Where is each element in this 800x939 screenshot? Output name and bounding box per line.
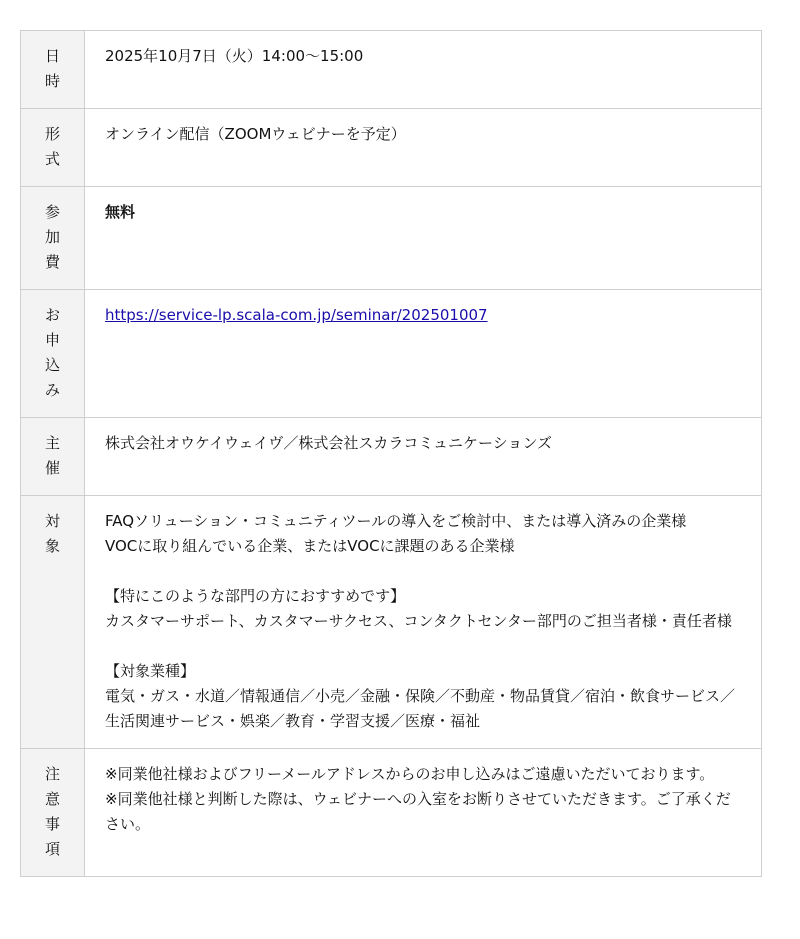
notes-text: ※同業他社様およびフリーメールアドレスからのお申し込みはご遠慮いただいております。 ※同業他社様と判断した際は、ウェビナーへの入室をお断りさせていただきます。ご了承ください。 [105, 765, 731, 833]
row-label-datetime: 日時 [21, 31, 85, 109]
row-value-organizer [85, 418, 762, 496]
organizer-text: 株式会社オウケイウェイヴ／株式会社スカラコミュニケーションズ [105, 434, 553, 452]
row-label-organizer: 主催 [21, 418, 85, 496]
table-row-application [21, 290, 762, 418]
application-link[interactable]: https://service-lp.scala-com.jp/seminar/202501007 [105, 306, 488, 324]
table-row-notes [21, 749, 762, 877]
table-row-fee [21, 187, 762, 290]
table-row-format [21, 109, 762, 187]
table-row-organizer [21, 418, 762, 496]
row-value-target [85, 496, 762, 749]
row-label-target: 対象 [21, 496, 85, 749]
seminar-info-table [20, 30, 762, 877]
row-value-application [85, 290, 762, 418]
row-label-fee: 参加費 [21, 187, 85, 290]
table-row-target [21, 496, 762, 749]
format-text: オンライン配信（ZOOMウェビナーを予定） [105, 125, 406, 143]
row-value-datetime [85, 31, 762, 109]
row-value-notes [85, 749, 762, 877]
row-value-fee [85, 187, 762, 290]
fee-text: 無料 [105, 203, 136, 221]
row-value-format [85, 109, 762, 187]
row-label-format: 形式 [21, 109, 85, 187]
row-label-notes: 注意事項 [21, 749, 85, 877]
row-label-application: お申込み [21, 290, 85, 418]
datetime-text: 2025年10月7日（火）14:00〜15:00 [105, 47, 364, 65]
target-text: FAQソリューション・コミュニティツールの導入をご検討中、または導入済みの企業様 VOCに取り組んでいる企業、またはVOCに課題のある企業様 【特にこのような部門の方におすすめです】 カスタマーサポート、カスタマーサクセス、コンタクトセンター部門のご担当者様・責任者様 【対象業種】 電気・ガス・水道／情報通信／小売／金融・保険／不動産・物品賃貸／宿泊・飲食サービス／生活関連サービス・娯楽／教育・学習支援／医療・福祉 [105, 512, 736, 730]
table-row-datetime [21, 31, 762, 109]
